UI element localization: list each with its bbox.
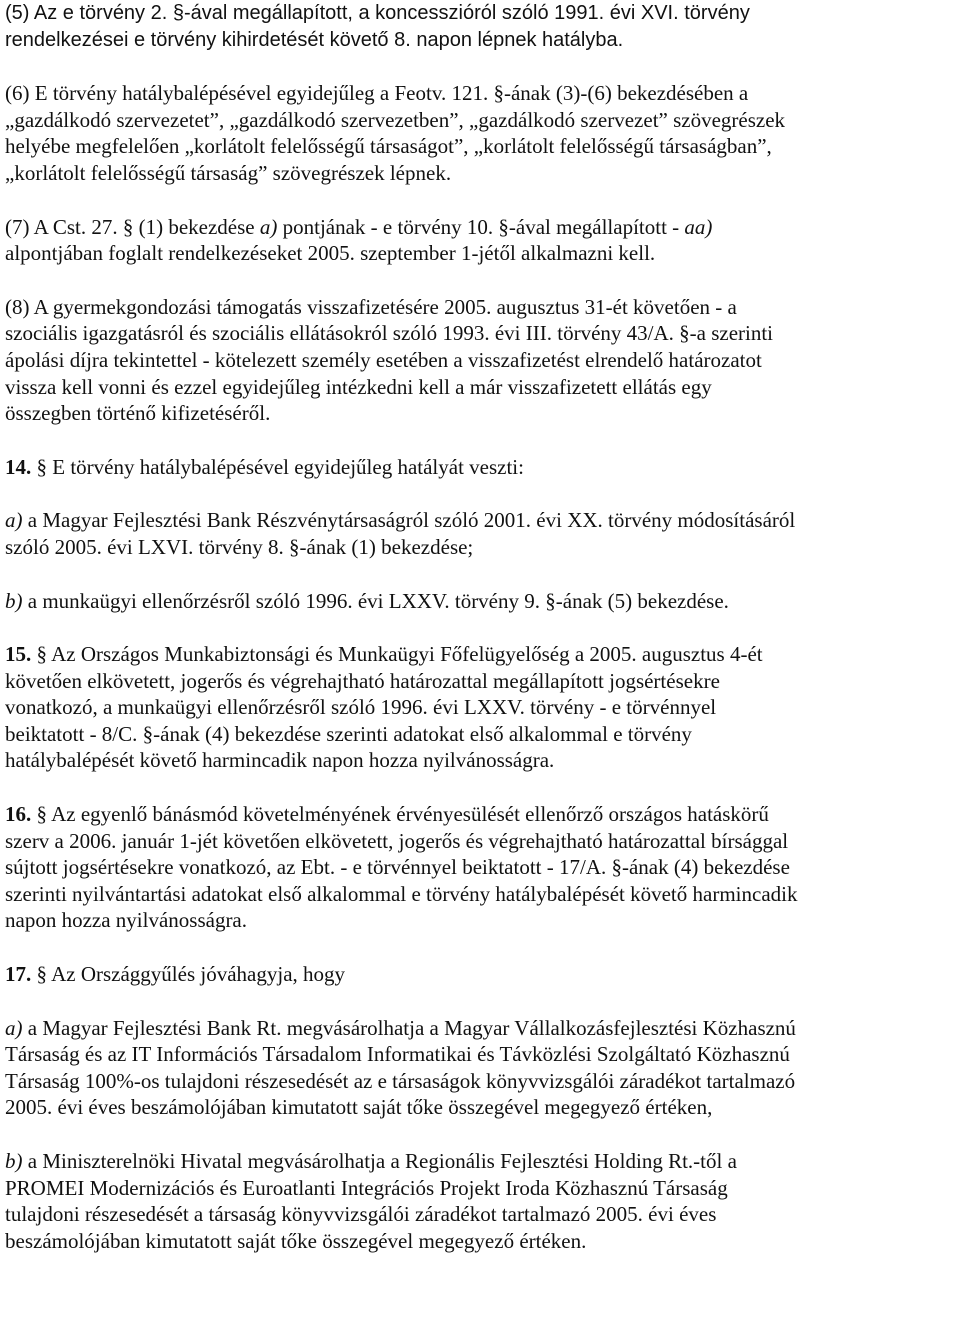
p6-line-3: helyébe megfelelően „korlátolt felelősségű társaságot”, „korlátolt felelősségű társaságban”, <box>5 134 772 159</box>
p8-line-2: szociális igazgatásról és szociális ellátásokról szóló 1993. évi III. törvény 43/A. §-a szerinti <box>5 321 774 346</box>
point-b-label: b) <box>5 588 23 613</box>
p7-italic-aa: aa) <box>684 214 713 239</box>
s17-b-line-3: tulajdoni részesedését a társaság könyvvizsgálói záradékot tartalmazó 2005. évi éves <box>5 1202 717 1227</box>
section-16-number: 16. <box>5 802 32 827</box>
s15-line-5: hatálybalépését követő harmincadik napon hozza nyilvánosságra. <box>5 748 555 773</box>
section-14-text: § E törvény hatálybalépésével egyidejűleg hatályát veszti: <box>31 454 524 479</box>
section-15 <box>5 641 956 774</box>
section-14-heading <box>5 454 956 481</box>
s16-line-5: napon hozza nyilvánosságra. <box>5 908 248 933</box>
s17-a-line-3: Társaság 100%-os tulajdoni részesedését az e társaságok könyvvizsgálói záradékot tartalmazó <box>5 1068 796 1093</box>
section-14-point-a <box>5 507 956 560</box>
section-16 <box>5 801 956 934</box>
section-17-heading <box>5 961 956 988</box>
s14-a-line-1: a Magyar Fejlesztési Bank Részvénytársaságról szóló 2001. évi XX. törvény módosításáról <box>22 508 796 533</box>
s16-line-1: § Az egyenlő bánásmód követelményének érvényesülését ellenőrző országos hatáskörű <box>31 802 769 827</box>
p8-line-5: összegben történő kifizetéséről. <box>5 401 271 426</box>
p6-line-2: „gazdálkodó szervezetet”, „gazdálkodó szervezetben”, „gazdálkodó szervezet” szövegrészek <box>5 107 786 132</box>
p8-line-1: (8) A gyermekgondozási támogatás visszafizetésére 2005. augusztus 31-ét követően - a <box>5 294 737 319</box>
s15-line-4: beiktatott - 8/C. §-ának (4) bekezdése szerinti adatokat első alkalommal e törvény <box>5 721 692 746</box>
s17-point-b-label: b) <box>5 1149 23 1173</box>
p7-italic-a: a) <box>259 214 278 239</box>
p7-text-a: (7) A Cst. 27. § (1) bekezdése <box>5 214 260 239</box>
section-15-number: 15. <box>5 642 32 667</box>
paragraph-5 <box>5 0 956 53</box>
paragraph-7 <box>5 214 956 267</box>
section-17-point-b <box>5 1148 956 1254</box>
section-17-text: § Az Országgyűlés jóváhagyja, hogy <box>31 962 346 987</box>
section-14-number: 14. <box>5 454 32 479</box>
section-14-point-b <box>5 588 956 615</box>
section-17-point-a <box>5 1015 956 1121</box>
p8-line-4: vissza kell vonni és ezzel egyidejűleg intézkedni kell a már visszafizetett ellátás egy <box>5 374 712 399</box>
s15-line-3: vonatkozó, a munkaügyi ellenőrzésről szóló 1996. évi LXXV. törvény - e törvénnyel <box>5 695 717 720</box>
s15-line-2: követően elkövetett, jogerős és végrehajtható határozattal megállapított jogsértésekre <box>5 668 720 693</box>
s14-a-line-2: szóló 2005. évi LXVI. törvény 8. §-ának (1) bekezdése; <box>5 534 474 559</box>
s17-b-line-1: a Miniszterelnöki Hivatal megvásárolhatja a Regionális Fejlesztési Holding Rt.-től a <box>22 1149 737 1173</box>
s17-b-line-2: PROMEI Modernizációs és Euroatlanti Integrációs Projekt Iroda Közhasznú Társaság <box>5 1175 728 1200</box>
s16-line-4: szerinti nyilvántartási adatokat első alkalommal e törvény hatálybalépését követő harmincadik <box>5 881 798 906</box>
s17-a-line-1: a Magyar Fejlesztési Bank Rt. megvásárolhatja a Magyar Vállalkozásfejlesztési Közhasznú <box>22 1015 796 1040</box>
p6-line-1: (6) E törvény hatálybalépésével egyidejűleg a Feotv. 121. §-ának (3)-(6) bekezdésében a <box>5 81 749 106</box>
s16-line-2: szerv a 2006. január 1-jét követően elkövetett, jogerős és végrehajtható határozattal bírsággal <box>5 828 789 853</box>
s17-point-a-label: a) <box>5 1015 23 1040</box>
paragraph-8 <box>5 294 956 427</box>
s17-b-line-4: beszámolójában kimutatott saját tőke összegével megegyező értéken. <box>5 1228 587 1253</box>
s15-line-1: § Az Országos Munkabiztonsági és Munkaügyi Főfelügyelőség a 2005. augusztus 4-ét <box>31 642 763 667</box>
s17-a-line-4: 2005. évi éves beszámolójában kimutatott saját tőke összegével megegyező értéken, <box>5 1095 713 1120</box>
p5-line-2: rendelkezései e törvény kihirdetését követő 8. napon lépnek hatályba. <box>5 28 624 51</box>
paragraph-6 <box>5 80 956 186</box>
p8-line-3: ápolási díjra tekintettel - kötelezett személy esetében a visszafizetést elrendelő határozatot <box>5 347 762 372</box>
p7-line-2: alpontjában foglalt rendelkezéseket 2005. szeptember 1-jétől alkalmazni kell. <box>5 241 656 266</box>
p6-line-4: „korlátolt felelősségű társaság” szövegrészek lépnek. <box>5 160 452 185</box>
p5-line-1: (5) Az e törvény 2. §-ával megállapított, a koncesszióról szóló 1991. évi XVI. törvény <box>5 2 750 24</box>
section-17-number: 17. <box>5 962 32 987</box>
s14-b-text: a munkaügyi ellenőrzésről szóló 1996. évi LXXV. törvény 9. §-ának (5) bekezdése. <box>22 588 729 613</box>
p7-text-b: pontjának - e törvény 10. §-ával megállapított - <box>277 214 685 239</box>
s17-a-line-2: Társaság és az IT Információs Társadalom Informatikai és Távközlési Szolgáltató Közhasznú <box>5 1042 790 1067</box>
s16-line-3: sújtott jogsértésekre vonatkozó, az Ebt. - e törvénnyel beiktatott - 17/A. §-ának (4) bekezdése <box>5 855 790 880</box>
point-a-label: a) <box>5 508 23 533</box>
